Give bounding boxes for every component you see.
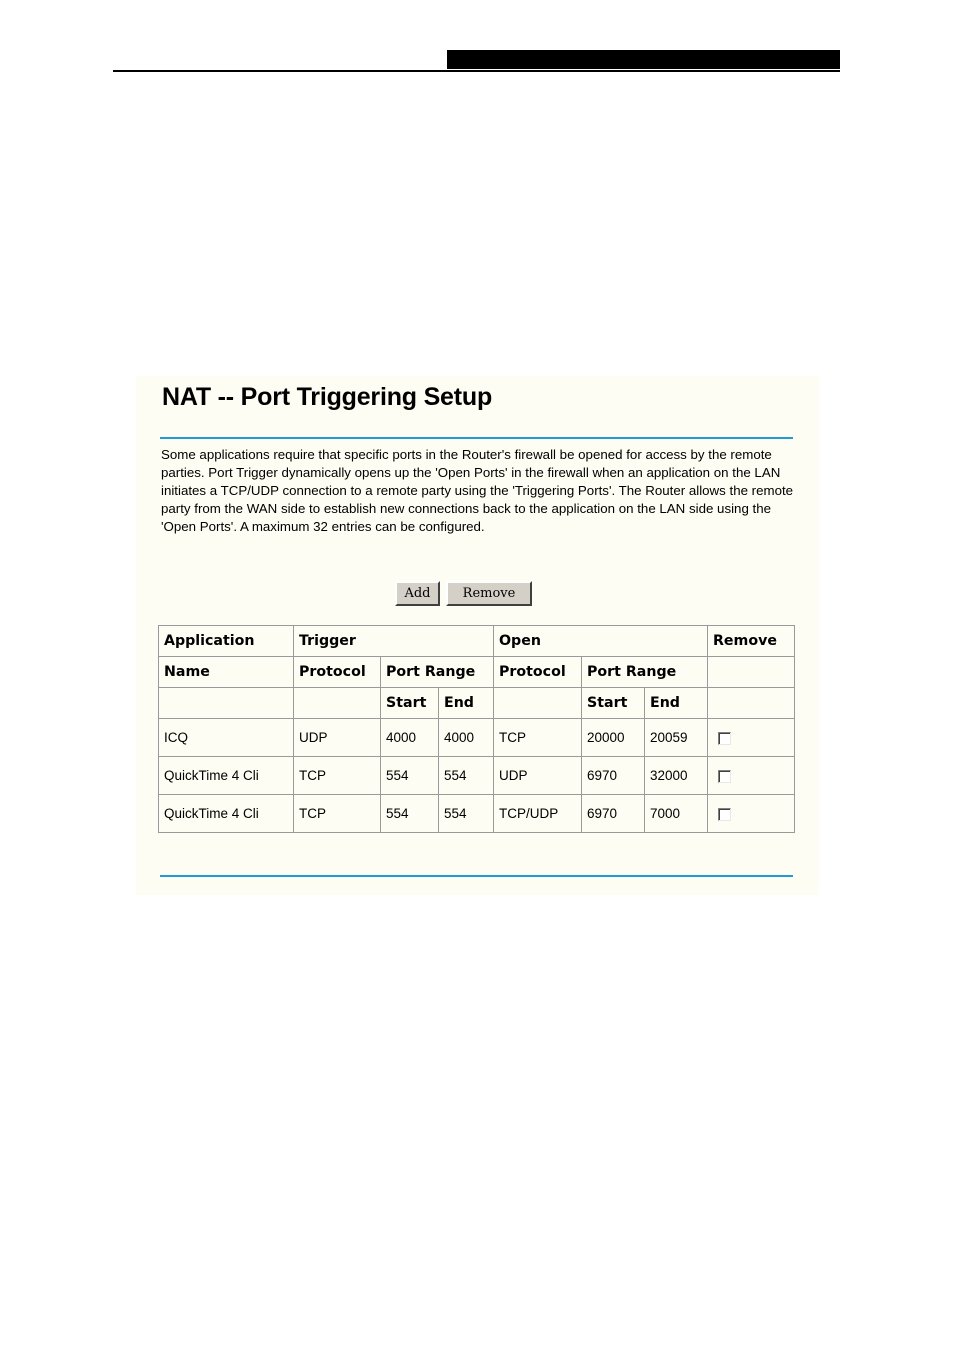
header-open-protocol: Protocol [494, 657, 582, 688]
table-row [159, 757, 795, 795]
header-trigger-port-range: Port Range [381, 657, 494, 688]
table-row [159, 795, 795, 833]
remove-checkbox[interactable] [718, 808, 731, 821]
header-empty-cell [708, 688, 795, 719]
cell-open-protocol: TCP [494, 719, 582, 757]
header-name: Name [159, 657, 294, 688]
cell-trigger-end: 554 [439, 795, 494, 833]
header-bar [447, 50, 840, 69]
cell-open-end: 20059 [645, 719, 708, 757]
remove-checkbox[interactable] [718, 770, 731, 783]
table-range-header-row [159, 688, 795, 719]
cell-trigger-end: 4000 [439, 719, 494, 757]
cell-open-protocol: UDP [494, 757, 582, 795]
remove-checkbox[interactable] [718, 732, 731, 745]
cell-trigger-start: 554 [381, 757, 439, 795]
cell-trigger-protocol: UDP [294, 719, 381, 757]
header-open-end: End [645, 688, 708, 719]
header-trigger-start: Start [381, 688, 439, 719]
header-trigger: Trigger [294, 626, 494, 657]
port-trigger-table [158, 625, 795, 833]
cell-trigger-start: 554 [381, 795, 439, 833]
cell-trigger-protocol: TCP [294, 795, 381, 833]
header-rule [113, 70, 840, 72]
header-open-port-range: Port Range [582, 657, 708, 688]
header-trigger-protocol: Protocol [294, 657, 381, 688]
remove-button[interactable]: Remove [446, 581, 532, 606]
header-empty-cell [494, 688, 582, 719]
header-open-start: Start [582, 688, 645, 719]
page-description: Some applications require that specific ports in the Router's firewall be opened for access by the remote parties. Port Trigger dynamically opens up the 'Open Ports' in the firewall when an application on the LAN initiates a TCP/UDP connection to a remote party using the 'Triggering Ports'. The Router allows the remote party from the WAN side to establish new connections back to the application on the LAN side using the 'Open Ports'. A maximum 32 entries can be configured. [161, 447, 794, 534]
bottom-divider [160, 875, 793, 877]
table-subheader-row [159, 657, 795, 688]
cell-trigger-start: 4000 [381, 719, 439, 757]
header-empty-cell [708, 657, 795, 688]
page-title: NAT -- Port Triggering Setup [162, 383, 493, 411]
add-button[interactable]: Add [395, 581, 440, 606]
header-application: Application [159, 626, 294, 657]
cell-name: ICQ [159, 719, 294, 757]
header-trigger-end: End [439, 688, 494, 719]
header-remove: Remove [708, 626, 795, 657]
header-empty-cell [159, 688, 294, 719]
table-row [159, 719, 795, 757]
header-empty-cell [294, 688, 381, 719]
cell-open-protocol: TCP/UDP [494, 795, 582, 833]
header-open: Open [494, 626, 708, 657]
cell-open-start: 20000 [582, 719, 645, 757]
cell-remove [708, 757, 795, 795]
cell-open-start: 6970 [582, 795, 645, 833]
cell-remove [708, 795, 795, 833]
cell-open-start: 6970 [582, 757, 645, 795]
cell-trigger-protocol: TCP [294, 757, 381, 795]
cell-name: QuickTime 4 Cli [159, 795, 294, 833]
cell-trigger-end: 554 [439, 757, 494, 795]
cell-name: QuickTime 4 Cli [159, 757, 294, 795]
cell-remove [708, 719, 795, 757]
cell-open-end: 32000 [645, 757, 708, 795]
top-divider [160, 437, 793, 439]
port-triggering-panel [136, 376, 819, 895]
cell-open-end: 7000 [645, 795, 708, 833]
table-header-row [159, 626, 795, 657]
